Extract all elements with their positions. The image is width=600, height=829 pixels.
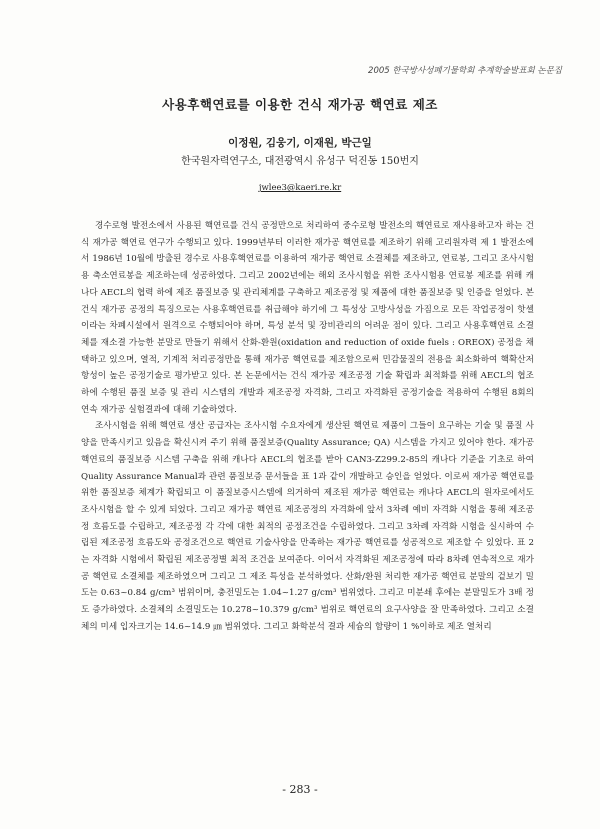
- body-text: [81, 218, 534, 636]
- paragraph-1: 경수로형 발전소에서 사용된 핵연료를 건식 공정만으로 처리하여 중수로형 발전소의 핵연료로 재사용하고자 하는 건식 재가공 핵연료 연구가 수행되고 있다. 1999년부터 이러한 재가공 핵연료를 제조하기 위해 고리원자력 제 1 발전소에서 1986년 10월에 방출된 경수로 사용후핵연료를 이용하여 재가공 핵연료 소결체를 제조하고, 연료봉, 그리고 조사시험용 축소연료봉을 제조하는데 성공하였다. 그리고 2002년에는 해외 조사시험을 위한 조사시험용 연료봉 제조를 위해 캐나다 AECL의 협력 하에 제조 품질보증 및 관리체계를 구축하고 제조공정 및 제품에 대한 품질보증 및 인증을 얻었다. 본 건식 재가공 공정의 특징으로는 사용후핵연료를 취급해야 하기에 그 특성상 고방사성을 가짐으로 모든 작업공정이 핫셀이라는 차폐시설에서 원격으로 수행되어야 하며, 특성 분석 및 장비관리의 어려운 점이 있다. 그리고 사용후핵연료 소결체를 재소결 가능한 분말로 만들기 위해서 산화-환원(oxidation and reduction of oxide fuels : OREOX) 공정을 채택하고 있으며, 열적, 기계적 처리공정만을 통해 재가공 핵연료를 제조함으로써 민감물질의 전용을 최소화하여 핵확산저항성이 높은 공정기술로 평가받고 있다. 본 논문에서는 건식 재가공 제조공정 기술 확립과 최적화를 위해 AECL의 협조 하에 수행된 품질 보증 및 관리 시스템의 개발과 제조공정 자격화, 그리고 자격화된 공정기술을 적용하여 수행된 8회의 연속 재가공 실험결과에 대해 기술하였다.: [81, 221, 534, 415]
- affiliation: 한국원자력연구소, 대전광역시 유성구 덕진동 150번지: [181, 156, 419, 167]
- page-number: - 283 -: [282, 783, 318, 796]
- paragraph-2: 조사시험을 위해 핵연료 생산 공급자는 조사시험 수요자에게 생산된 핵연료 제품이 그들이 요구하는 기술 및 품질 사양을 만족시키고 있음을 확신시켜 주기 위해 품질보증(Quality Assurance; QA) 시스템을 가지고 있어야 한다. 재가공 핵연료의 품질보증 시스템 구축을 위해 캐나다 AECL의 협조를 받아 CAN3-Z299.2-85의 캐나다 기준을 기초로 하여 Quality Assurance Manual과 관련 품질보증 문서들을 표 1과 같이 개발하고 승인을 얻었다. 이로써 재가공 핵연료를 위한 품질보증 체계가 확립되고 이 품질보증시스템에 의거하여 제조된 재가공 핵연료는 캐나다 AECL의 원자로에서도 조사시험을 할 수 있게 되었다. 그리고 재가공 핵연료 제조공정의 자격화에 앞서 3차례 예비 자격화 시험을 통해 제조공정 흐름도를 수립하고, 제조공정 각 각에 대한 최적의 공정조건을 수립하였다. 그리고 3차례 자격화 시험을 실시하여 수립된 제조공정 흐름도와 공정조건으로 핵연료 기술사양을 만족하는 재가공 핵연료를 성공적으로 제조할 수 있었다. 표 2는 자격화 시험에서 확립된 제조공정별 최적 조건을 보여준다. 이어서 자격화된 제조공정에 따라 8차례 연속적으로 재가공 핵연료 소결체를 제조하였으며 그리고 그 제조 특성을 분석하였다. 산화/환원 처리한 재가공 핵연료 분말의 겉보기 밀도는 0.63~0.84 g/cm³ 범위이며, 충전밀도는 1.04~1.27 g/cm³ 범위였다. 그리고 미분쇄 후에는 분말밀도가 3배 정도 증가하였다. 소결체의 소결밀도는 10.278~10.379 g/cm³ 범위로 핵연료의 요구사양을 잘 만족하였다. 그리고 소결체의 미세 입자크기는 14.6~14.9 ㎛ 범위였다. 그리고 화학분석 결과 세슘의 함량이 1 %이하로 제조 열처리: [81, 421, 534, 632]
- email: [0, 183, 600, 193]
- running-header: 2005 한국방사성폐기물학회 추계학술발표회 논문집: [368, 66, 562, 76]
- paper-title: 사용후핵연료를 이용한 건식 재가공 핵연료 제조: [162, 97, 438, 112]
- email-link[interactable]: jwlee3@kaeri.re.kr: [258, 183, 342, 193]
- authors: 이정원, 김웅기, 이재원, 박근일: [228, 137, 372, 149]
